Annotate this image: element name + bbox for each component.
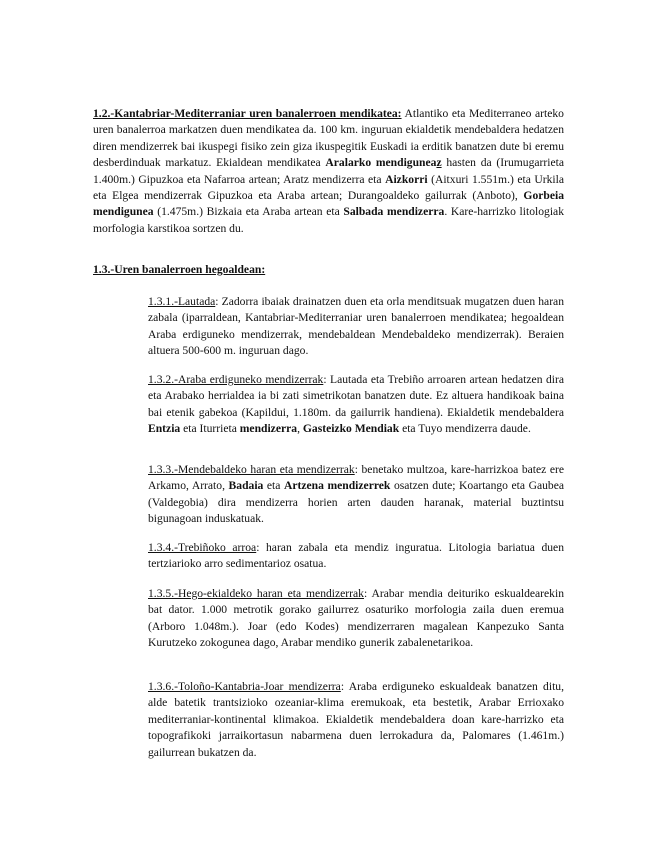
item-1-3-3: 1.3.3.-Mendebaldeko haran eta mendizerrak: benetako multzoa, kare-harrizkoa batez ere Arkamo, Arrato, Badaia eta Artzena mendizerrek osatzen dute; Koartango eta Gaubea (Valdegobia) dira mendizerra horien arten dauden haranak, material buztintsu bigunagoan induskatuak. — [148, 463, 565, 526]
gorbeia-term: Gorbeia mendigunea — [93, 189, 564, 219]
item-title: 1.3.6.-Toloño-Kantabria-Joar mendizerra — [148, 680, 341, 693]
section-1-2-paragraph: 1.2.-Kantabriar-Mediterraniar uren banalerroen mendikatea: Atlantiko eta Mediterraneo arteko uren banalerroa markatzen duen mendikatea da. 100 km. inguruan ekialdetik mendebaldera hedatzen diren mendizerrek bai ikuspegi fisiko zein giza ikuspegitik Euskadi ia erditik banatzen dute bi eremu desberdinduak markatuz. Ekialdean mendikatea Aralarko mendiguneaz hasten da (Irumugarrieta 1.400m.) Gipuzkoa eta Nafarroa artean; Aratz mendizerra eta Aizkorri (Aitxuri 1.551m.) eta Urkila eta Elgea mendizerrak Gipuzkoa eta Araba artean; Durangoaldeko gailurrak (Anboto), Gorbeia mendigunea (1.475m.) Bizkaia eta Araba artean eta Salbada mendizerra. Kare-harrizko litologiak morfologia karstikoa sortzen du. — [93, 107, 564, 235]
aralar-term: Aralarko mendigunea — [325, 156, 437, 170]
item-text: : Zadorra ibaiak drainatzen duen eta orla menditsuak mugatzen duen haran zabala (iparraldean, Kantabriar-Mediterraniar uren banalerroen mendikatea; hegoaldean Araba erdiguneko mendizerrak, mendebaldean Mendebaldeko mendizerrak). Beraien altuera 500-600 m. inguruan dago. — [148, 295, 564, 358]
artzena-term: Artzena mendizerrek — [284, 479, 391, 493]
badaia-term: Badaia — [228, 479, 264, 493]
salbada-term: Salbada mendizerra — [343, 205, 445, 219]
section-1-3-heading: 1.3.-Uren banalerroen hegoaldean: — [93, 263, 266, 276]
item-1-3-2: 1.3.2.-Araba erdiguneko mendizerrak: Lautada eta Trebiño arroaren artean hedatzen dira eta Arabako herrialdea ia bi zati simetrikotan banatzen dute. Ez altuera handikoak baina bai etenik gabekoa (Kapildui, 1.180m. da gailurrik handiena). Ekialdetik mendebaldera Entzia eta Iturrieta mendizerra, Gasteizko Mendiak eta Tuyo mendizerra daude. — [148, 373, 565, 436]
item-1-3-4 — [148, 540, 564, 573]
gasteizko-mendiak-term: Gasteizko Mendiak — [302, 422, 400, 436]
mendizerra-term: mendizerra — [239, 422, 298, 436]
item-text: : Arabar mendia deituriko eskualdearekin bat dator. 1.000 metrotik gorako gailurrez osaturiko morfologia zaila duen eremua (Arboro 1.048m.). Joar (edo Kodes) mendizerraren magalean Kanpezuko Santa Kurutzeko zokogunea dago, Arabar mendiko gunerik zabalenetarikoa. — [148, 587, 564, 650]
item-title: 1.3.3.-Mendebaldeko haran eta mendizerrak — [148, 463, 355, 476]
section-1-2-text: Atlantiko eta Mediterraneo arteko uren banalerroa markatzen duen mendikatea da. 100 km. inguruan ekialdetik mendebaldera hedatzen diren mendizerrek bai ikuspegi fisiko zein giza ikuspegitik Euskadi ia erditik banatzen dute bi eremu desberdinduak markatuz. Ekialdean mendikatea — [93, 107, 564, 170]
item-title: 1.3.1.-Lautada — [148, 295, 216, 308]
item-1-3-6 — [148, 679, 564, 761]
section-1-2-heading: 1.2.-Kantabriar-Mediterraniar uren banalerroen mendikatea: — [93, 107, 402, 120]
item-title: 1.3.4.-Trebiñoko arroa — [148, 541, 257, 554]
item-1-3-1 — [148, 294, 564, 360]
entzia-term: Entzia — [148, 422, 181, 436]
item-text: : haran zabala eta mendiz inguratua. Litologia bariatua duen tertziarioko arro sedimentarioz osatua. — [148, 541, 565, 571]
item-title: 1.3.5.-Hego-ekialdeko haran eta mendizerrak — [148, 587, 364, 600]
aizkorri-term: Aizkorri — [385, 172, 428, 186]
item-title: 1.3.2.-Araba erdiguneko mendizerrak — [148, 373, 324, 386]
item-1-3-5 — [148, 586, 564, 652]
item-text: : Araba erdiguneko eskualdeak banatzen ditu, alde batetik trantsizioko ozeaniar-klima eremukoak, eta bestetik, Arabar Errioxako mediterraniar-kontinental klimakoa. Ekialdetik mendebaldera doan kare-harrizko eta topografikoki jarraikortasun nabarmena duen lerrokadura da, Palomares (1.461m.) gailurrean bukatzen da. — [148, 680, 564, 759]
aralar-term-suffix: z — [436, 156, 442, 170]
